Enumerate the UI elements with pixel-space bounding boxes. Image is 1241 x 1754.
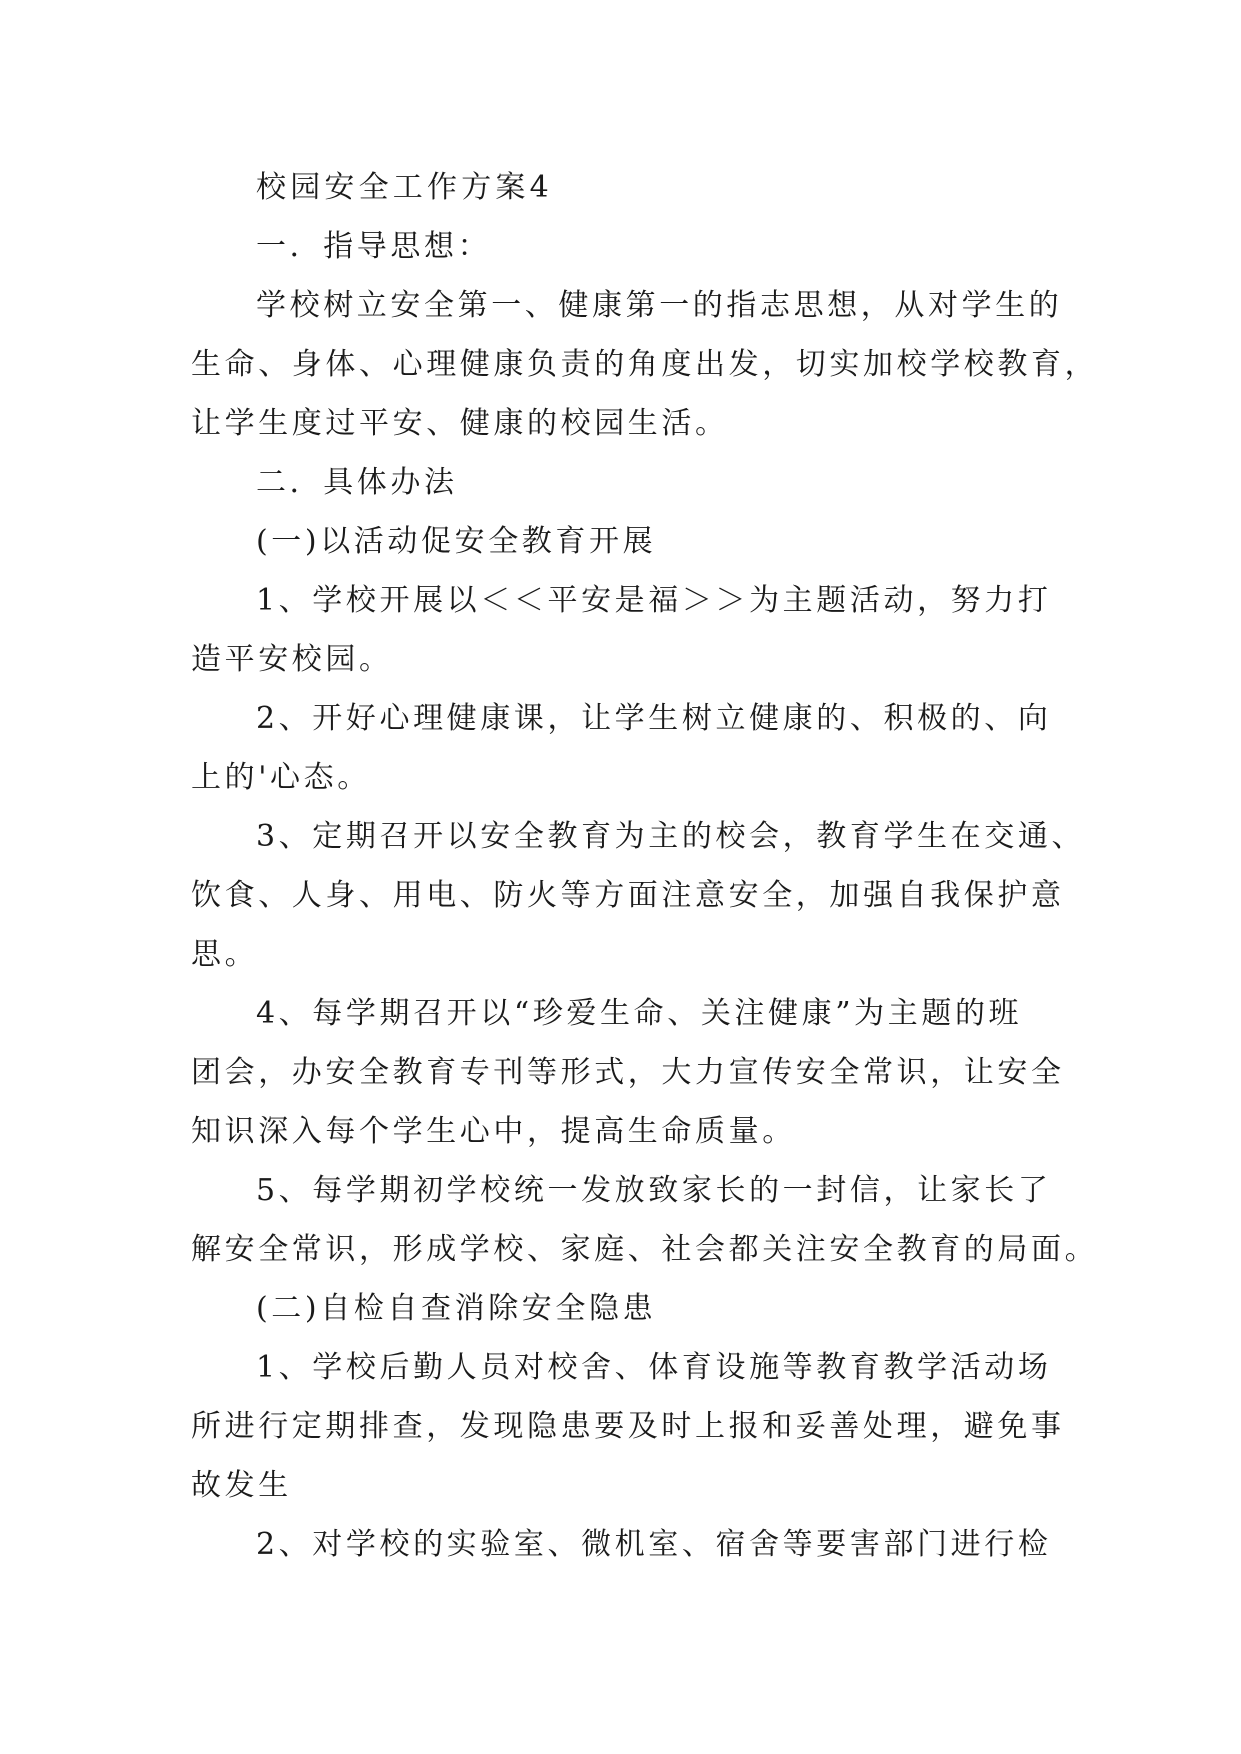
list-item-line: 知识深入每个学生心中，提高生命质量。: [191, 1114, 796, 1149]
list-item-line: 5、每学期初学校统一发放致家长的一封信，让家长了: [256, 1173, 1052, 1208]
list-item-line: 故发生: [191, 1468, 292, 1503]
list-item-line: 3、定期召开以安全教育为主的校会，教育学生在交通、: [256, 819, 1086, 854]
list-item-line: 2、开好心理健康课，让学生树立健康的、积极的、向: [256, 701, 1052, 736]
subsection-heading-self-inspection: (二)自检自查消除安全隐患: [256, 1291, 657, 1326]
list-item-line: 饮食、人身、用电、防火等方面注意安全，加强自我保护意: [191, 878, 1065, 913]
list-item-line: 所进行定期排查，发现隐患要及时上报和妥善处理，避免事: [191, 1409, 1065, 1444]
subsection-heading-activities: (一)以活动促安全教育开展: [256, 524, 657, 559]
section-heading-guiding-ideology: 一．指导思想：: [256, 229, 492, 264]
list-item-line: 造平安校园。: [191, 642, 393, 677]
document-title: 校园安全工作方案4: [256, 170, 553, 205]
list-item-line: 解安全常识，形成学校、家庭、社会都关注安全教育的局面。: [191, 1232, 1099, 1267]
list-item-line: 思。: [191, 937, 259, 972]
list-item-line: 1、学校后勤人员对校舍、体育设施等教育教学活动场: [256, 1350, 1052, 1385]
paragraph-line: 让学生度过平安、健康的校园生活。: [191, 406, 729, 441]
list-item-line: 团会，办安全教育专刊等形式，大力宣传安全常识，让安全: [191, 1055, 1065, 1090]
list-item-line: 4、每学期召开以“珍爱生命、关注健康”为主题的班: [256, 996, 1023, 1031]
paragraph-line: 学校树立安全第一、健康第一的指志思想，从对学生的: [256, 288, 1063, 323]
document-body: [191, 158, 1099, 1574]
section-heading-specific-methods: 二．具体办法: [256, 465, 458, 500]
list-item-line: 2、对学校的实验室、微机室、宿舍等要害部门进行检: [256, 1527, 1052, 1562]
list-item-line: 1、学校开展以＜＜平安是福＞＞为主题活动，努力打: [256, 583, 1052, 618]
list-item-line: 上的'心态。: [191, 760, 371, 795]
paragraph-line: 生命、身体、心理健康负责的角度出发，切实加校学校教育，: [191, 347, 1099, 382]
